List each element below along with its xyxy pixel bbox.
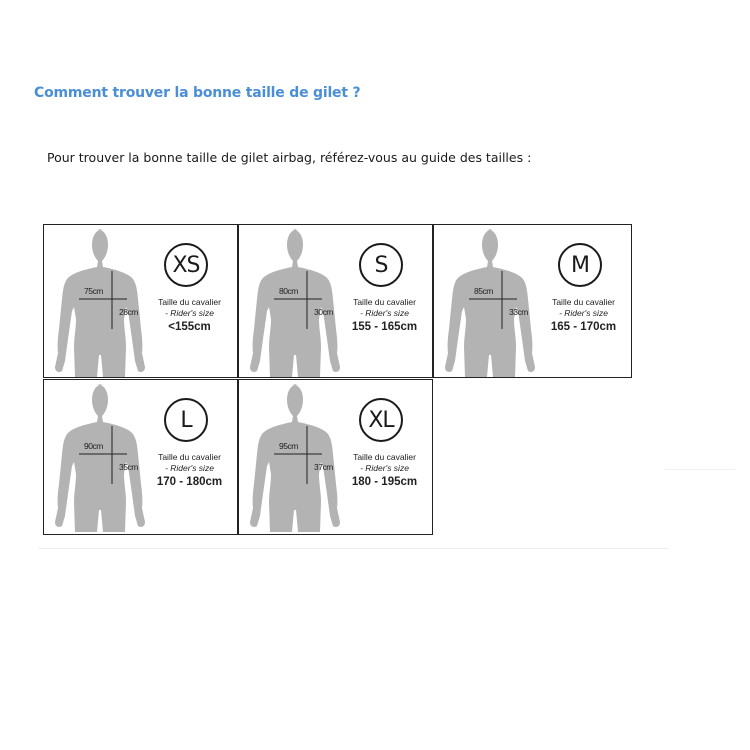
divider [665,469,735,470]
length-measurement: 37cm [314,462,333,472]
length-measurement: 28cm [119,307,138,317]
rider-height-range: 170 - 180cm [156,476,223,488]
length-measurement: 35cm [119,462,138,472]
length-measurement: 30cm [314,307,333,317]
rider-size-label: Taille du cavalier [158,297,221,307]
rider-size-label: Taille du cavalier [353,452,416,462]
rider-height-range: 155 - 165cm [351,321,418,333]
chest-measurement: 80cm [279,286,298,296]
rider-size-label-en: - Rider's size [165,463,214,473]
rider-size-label: Taille du cavalier [158,452,221,462]
size-card-m [433,224,632,378]
size-card-xs [43,224,238,378]
rider-size-label-en: - Rider's size [360,308,409,318]
rider-size-label-en: - Rider's size [165,308,214,318]
rider-height-range: 180 - 195cm [351,476,418,488]
chest-measurement: 90cm [84,441,103,451]
rider-height-range: 165 - 170cm [550,321,617,333]
divider [38,548,668,549]
chest-measurement: 95cm [279,441,298,451]
rider-height-range: <155cm [168,321,211,333]
size-badge: M [558,243,602,287]
intro-text: Pour trouver la bonne taille de gilet airbag, référez-vous au guide des tailles : [47,150,532,165]
body-silhouette-icon [54,227,154,377]
size-badge: L [164,398,208,442]
body-silhouette-icon [249,382,349,532]
rider-size-label: Taille du cavalier [552,297,615,307]
size-badge: S [359,243,403,287]
body-silhouette-icon [249,227,349,377]
page-heading: Comment trouver la bonne taille de gilet ? [34,85,361,101]
rider-size-label-en: - Rider's size [360,463,409,473]
chest-measurement: 85cm [474,286,493,296]
body-silhouette-icon [54,382,154,532]
size-card-l [43,379,238,535]
size-card-s [238,224,433,378]
size-badge: XL [359,398,403,442]
size-card-xl [238,379,433,535]
chest-measurement: 75cm [84,286,103,296]
size-badge: XS [164,243,208,287]
rider-size-label: Taille du cavalier [353,297,416,307]
length-measurement: 33cm [509,307,528,317]
body-silhouette-icon [444,227,544,377]
rider-size-label-en: - Rider's size [559,308,608,318]
size-guide-grid [43,224,632,535]
